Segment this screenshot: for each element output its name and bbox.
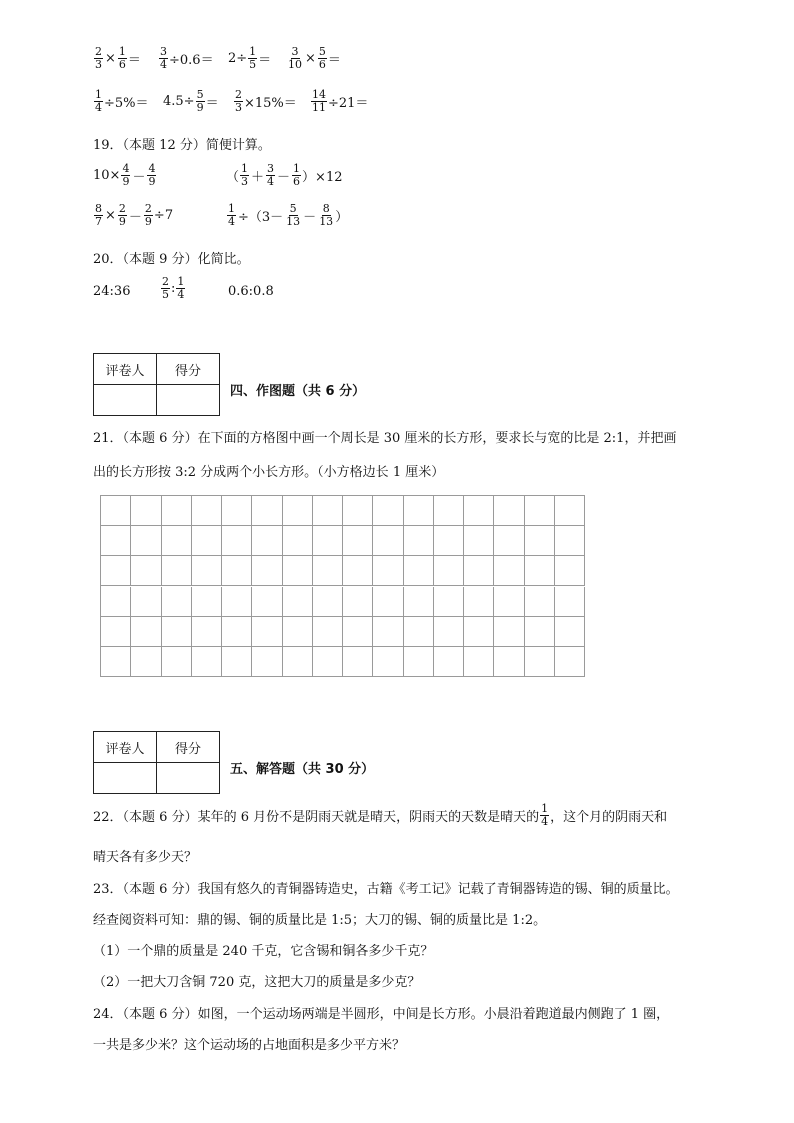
fraction: $\frac{2}{3}$ [95,45,102,71]
fraction: $\frac{4}{9}$ [122,162,130,188]
grid-cell [464,496,494,526]
grid-cell [555,556,585,586]
fraction: $\frac{1}{4}$ [177,275,185,301]
grid-cell [131,617,161,647]
grid-cell [283,556,313,586]
score-label: 得分 [157,732,220,763]
grid-cell [434,496,464,526]
grid-cell [162,617,192,647]
grid-cell [192,647,222,677]
fraction: $\frac{5}{13}$ [286,202,301,228]
grid-cell [525,526,555,556]
grid-cell [101,587,131,617]
grid-cell [313,587,343,617]
score-table-1 [93,353,220,416]
grid-cell [343,526,373,556]
q23-line1: 23．（本题 6 分）我国有悠久的青铜器铸造史，古籍《考工记》记载了青铜器铸造的锡、铜的质量比。 [93,882,679,897]
fraction: $\frac{2}{3}$ [235,88,242,114]
grid-cell [343,647,373,677]
grid-cell [313,617,343,647]
grid-cell [222,647,252,677]
grid-cell [283,617,313,647]
calc-row2-item4: $\frac{14}{11}$ ÷21＝ [312,88,369,114]
grid-cell [162,496,192,526]
calc-row2-item3: $\frac{2}{3}$ ×15%＝ [235,88,297,114]
grid-cell [101,496,131,526]
section-4-title: 四、作图题（共 6 分） [230,384,366,399]
grid-cell [283,587,313,617]
q19-expr3: $\frac{8}{7}$ × $\frac{2}{9}$ － $\frac{2}{9}$ ÷7 [95,202,174,228]
q19-expr4: $\frac{1}{4}$ ÷（3－ $\frac{5}{13}$ － $\frac{8}{13}$ ） [228,202,349,228]
grid-cell [131,587,161,617]
q19-expr1: 10× $\frac{4}{9}$ － $\frac{4}{9}$ [93,162,156,188]
grid-cell [192,526,222,556]
grid-cell [131,647,161,677]
fraction: $\frac{1}{4}$ [95,88,102,114]
fraction: $\frac{1}{5}$ [249,45,257,71]
grid-cell [252,556,282,586]
fraction: $\frac{14}{11}$ [312,88,326,114]
grid-cell [283,647,313,677]
fraction: $\frac{5}{9}$ [196,88,204,114]
grid-cell [192,496,222,526]
grid-cell [525,587,555,617]
calc-row1-item3: 2÷ $\frac{1}{5}$ ＝ [228,45,272,71]
fraction: $\frac{8}{7}$ [95,202,102,228]
q23-line2: 经查阅资料可知：鼎的锡、铜的质量比是 1:5；大刀的锡、铜的质量比是 1:2。 [93,913,547,928]
grid-cell [555,526,585,556]
fraction: $\frac{2}{9}$ [144,202,152,228]
q20-ratio2: $\frac{2}{5}$ : $\frac{1}{4}$ [162,275,185,301]
q21-line2: 出的长方形按 3:2 分成两个小长方形。（小方格边长 1 厘米） [93,465,445,480]
fraction: $\frac{1}{6}$ [293,162,301,188]
q23-sub1: （1）一个鼎的质量是 240 千克，它含锡和铜各多少千克？ [93,944,434,959]
q20-title: 20．（本题 9 分）化简比。 [93,252,250,267]
grid-cell [222,496,252,526]
fraction: $\frac{2}{9}$ [118,202,126,228]
calc-row2-item1: $\frac{1}{4}$ ÷5%＝ [95,88,149,114]
grid-cell [162,587,192,617]
fraction: $\frac{1}{3}$ [241,162,249,188]
grid-cell [222,526,252,556]
score-cell [157,385,220,416]
grid-cell [131,556,161,586]
grid-cell [313,647,343,677]
grid-cell [252,647,282,677]
grid-cell [101,526,131,556]
grader-label: 评卷人 [94,354,157,385]
q19-expr2: （ $\frac{1}{3}$ ＋ $\frac{3}{4}$ － $\frac{1}{6}$ ）×12 [226,162,343,188]
calc-row1-item1: $\frac{2}{3}$ × $\frac{1}{6}$ ＝ [95,45,141,71]
grid-cell [101,617,131,647]
grid-cell [313,526,343,556]
fraction: $\frac{3}{10}$ [288,45,302,71]
grid-cell [252,526,282,556]
grid-cell [162,526,192,556]
grid-cell [404,587,434,617]
q20-ratio3: 0.6:0.8 [228,284,274,299]
grid-cell [131,526,161,556]
grid-cell [252,496,282,526]
fraction: $\frac{4}{9}$ [148,162,156,188]
grid-cell [494,617,524,647]
grid-cell [101,647,131,677]
grid-cell [555,617,585,647]
grid-cell [343,587,373,617]
grid-cell [252,617,282,647]
fraction: $\frac{1}{4}$ [541,802,549,828]
section-5-title: 五、解答题（共 30 分） [230,762,375,777]
fraction: $\frac{2}{5}$ [162,275,169,301]
grader-cell [94,385,157,416]
grid-cell [313,496,343,526]
grid-cell [525,647,555,677]
grader-cell [94,763,157,794]
grid-cell [404,496,434,526]
grid-cell [494,496,524,526]
grid-cell [464,526,494,556]
fraction: $\frac{1}{6}$ [118,45,126,71]
grid-cell [494,526,524,556]
grid-cell [404,617,434,647]
grid-cell [373,647,403,677]
grid-cell [404,647,434,677]
score-label: 得分 [157,354,220,385]
grader-label: 评卷人 [94,732,157,763]
grid-cell [434,526,464,556]
q22-line1: 22．（本题 6 分）某年的 6 月份不是阴雨天就是晴天，阴雨天的天数是晴天的 $\frac{1}{4}$ ，这个月的阴雨天和 [93,802,668,828]
grid-cell [343,617,373,647]
q22-line2: 晴天各有多少天？ [93,850,198,865]
grid-cell [434,587,464,617]
fraction: $\frac{3}{4}$ [160,45,167,71]
grid-cell [343,496,373,526]
score-cell [157,763,220,794]
square-grid [100,495,585,677]
grid-cell [192,556,222,586]
grid-cell [373,617,403,647]
grid-cell [283,526,313,556]
grid-cell [525,556,555,586]
grid-cell [101,556,131,586]
grid-cell [464,647,494,677]
grid-cell [252,587,282,617]
fraction: $\frac{3}{4}$ [267,162,275,188]
grid-cell [494,587,524,617]
grid-cell [434,556,464,586]
q20-ratio1: 24:36 [93,284,131,299]
grid-cell [222,617,252,647]
grid-cell [222,556,252,586]
grid-cell [373,556,403,586]
calc-row1-item2: $\frac{3}{4}$ ÷0.6＝ [160,45,214,71]
grid-cell [192,587,222,617]
grid-cell [494,556,524,586]
grid-cell [464,617,494,647]
grid-cell [373,587,403,617]
calc-row1-item4: $\frac{3}{10}$ × $\frac{5}{6}$ ＝ [288,45,341,71]
grid-cell [525,496,555,526]
grid-cell [494,647,524,677]
fraction: $\frac{5}{6}$ [318,45,326,71]
calc-row2-item2: 4.5÷ $\frac{5}{9}$ ＝ [163,88,219,114]
grid-cell [192,617,222,647]
grid-cell [404,556,434,586]
grid-cell [464,556,494,586]
grid-cell [343,556,373,586]
grid-cell [162,556,192,586]
grid-cell [434,647,464,677]
grid-cell [313,556,343,586]
grid-cell [434,617,464,647]
grid-cell [131,496,161,526]
fraction: $\frac{8}{13}$ [319,202,334,228]
grid-cell [555,587,585,617]
grid-cell [525,617,555,647]
grid-cell [555,496,585,526]
q21-line1: 21．（本题 6 分）在下面的方格图中画一个周长是 30 厘米的长方形，要求长与宽的比是 2:1，并把画 [93,431,677,446]
grid-cell [283,496,313,526]
score-table-2 [93,731,220,794]
fraction: $\frac{1}{4}$ [228,202,235,228]
grid-cell [555,647,585,677]
grid-cell [373,496,403,526]
grid-cell [404,526,434,556]
grid-cell [222,587,252,617]
q23-sub2: （2）一把大刀含铜 720 克，这把大刀的质量是多少克？ [93,975,421,990]
grid-cell [373,526,403,556]
grid-cell [464,587,494,617]
q19-title: 19．（本题 12 分）简便计算。 [93,138,271,153]
grid-cell [162,647,192,677]
q24-line2: 一共是多少米？这个运动场的占地面积是多少平方米？ [93,1038,406,1053]
q24-line1: 24．（本题 6 分）如图，一个运动场两端是半圆形，中间是长方形。小晨沿着跑道最内侧跑了 1 圈， [93,1007,670,1022]
